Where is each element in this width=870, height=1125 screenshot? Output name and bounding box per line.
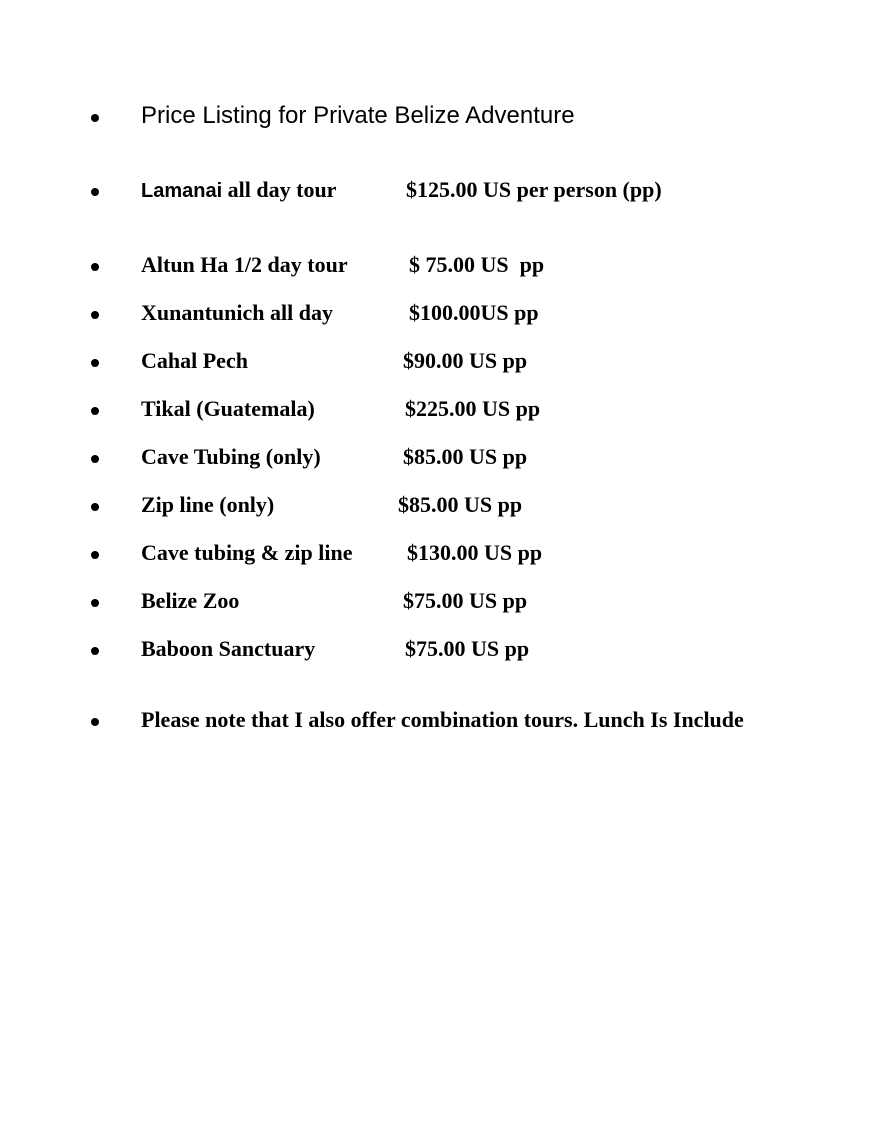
- tour-name-altun-ha: Altun Ha 1/2 day tour: [141, 252, 348, 277]
- tour-name-cahal-pech: Cahal Pech: [141, 348, 248, 373]
- tour-name-cave-tubing-zip-line: Cave tubing & zip line: [141, 540, 353, 565]
- bullet-icon: [88, 260, 102, 274]
- tour-name-baboon-sanctuary: Baboon Sanctuary: [141, 636, 316, 661]
- tour-price-xunantunich: $100.00US pp: [409, 300, 539, 325]
- tour-price-cave-tubing: $85.00 US pp: [403, 444, 528, 469]
- combination-note: Please note that I also offer combination tours. Lunch Is Include: [141, 707, 744, 732]
- bullet-icon: [88, 548, 102, 562]
- tour-price-cave-tubing-zip-line: $130.00 US pp: [407, 540, 543, 565]
- tour-name-lamanai-rest: all day tour: [222, 177, 337, 202]
- bullet-icon: [88, 356, 102, 370]
- bullet-icon: [88, 715, 102, 729]
- bullet-icon: [88, 596, 102, 610]
- bullet-icon: [88, 111, 102, 125]
- tour-price-lamanai: $125.00 US per person (pp): [406, 177, 662, 202]
- tour-name-xunantunich: Xunantunich all day: [141, 300, 333, 325]
- tour-price-altun-ha: $ 75.00 US pp: [409, 252, 545, 277]
- tour-price-baboon-sanctuary: $75.00 US pp: [405, 636, 530, 661]
- tour-price-zip-line: $85.00 US pp: [398, 492, 523, 517]
- bullet-icon: [88, 185, 102, 199]
- bullet-icon: [88, 404, 102, 418]
- tour-price-tikal: $225.00 US pp: [405, 396, 541, 421]
- tour-name-tikal: Tikal (Guatemala): [141, 396, 315, 421]
- bullet-icon: [88, 308, 102, 322]
- page-title: Price Listing for Private Belize Adventure: [141, 102, 575, 129]
- bullet-icon: [88, 644, 102, 658]
- tour-name-lamanai: [141, 177, 336, 203]
- tour-name-zip-line: Zip line (only): [141, 492, 275, 517]
- bullet-icon: [88, 500, 102, 514]
- bullet-icon: [88, 452, 102, 466]
- tour-name-belize-zoo: Belize Zoo: [141, 588, 240, 613]
- tour-name-cave-tubing: Cave Tubing (only): [141, 444, 321, 469]
- tour-price-belize-zoo: $75.00 US pp: [403, 588, 528, 613]
- tour-name-lamanai-first: Lamanai: [141, 180, 223, 202]
- tour-price-cahal-pech: $90.00 US pp: [403, 348, 528, 373]
